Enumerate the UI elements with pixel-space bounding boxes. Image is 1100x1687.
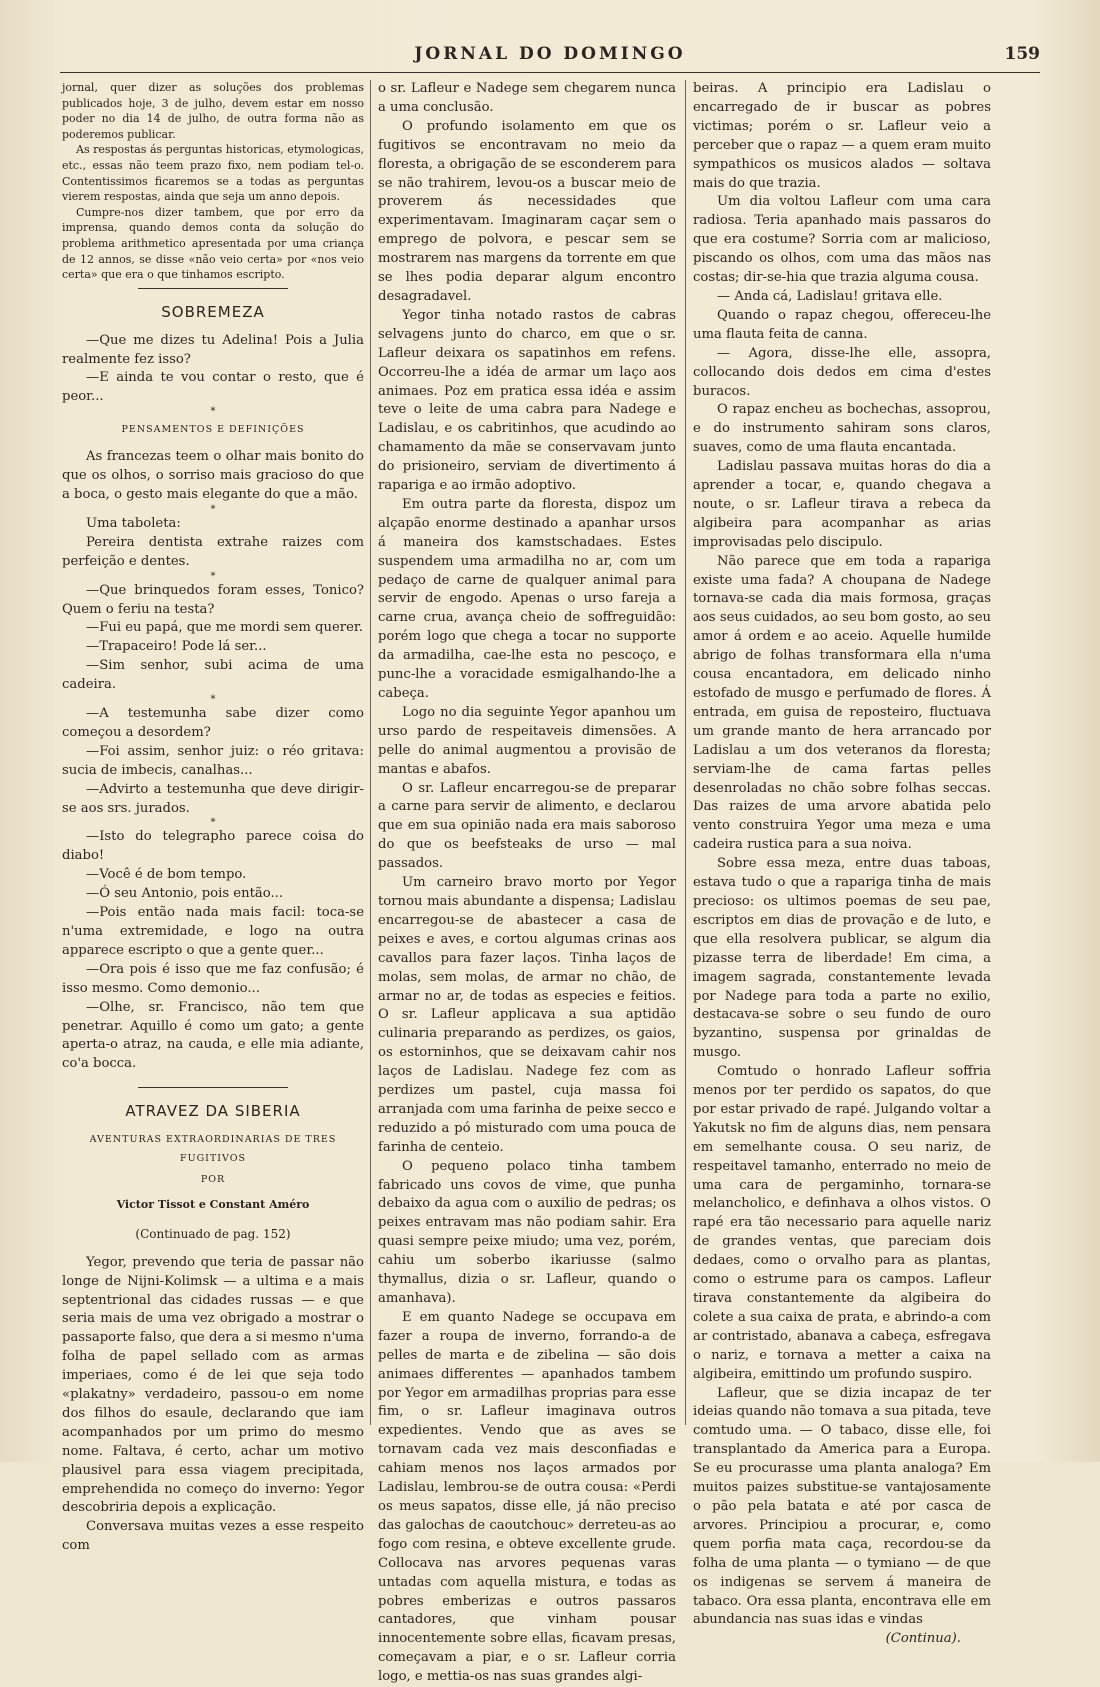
story-paragraph: O sr. Lafleur encarregou-se de preparar a carne para servir de alimento, e declarou que em sua opinião nada era mais saboroso do que os beefsteaks de urso — mal passados. xyxy=(378,780,676,872)
notice-paragraph: As respostas ás perguntas historicas, etymologicas, etc., essas não teem prazo fixo, nem podiam tel-o. Contentissimos ficaremos se a todas as perguntas vierem respostas, ainda que seja um anno depois. xyxy=(62,143,364,204)
page-number: 159 xyxy=(1004,44,1040,64)
joke-line: —Sim senhor, subi acima de uma cadeira. xyxy=(62,658,364,693)
story-paragraph: Yegor, prevendo que teria de passar não longe de Nijni-Kolimsk — a ultima e a mais septentrional das cidades russas — e que seria mais de uma vez obrigado a mostrar o passaporte falso, que dera a si mesmo n'uma folha de papel sellado com as armas imperiaes, como é de lei que seja todo «plakatny» verdadeiro, passou-o em nome dos filhos do esaule, declarando que iam acompanhados por um primo do mesmo nome. Faltava, é certo, achar um motivo plausivel para essa viagem precipitada, emprehendida no começo do inverno: Yegor descobriria depois a explicação. xyxy=(62,1254,364,1516)
story-paragraph: Ladislau passava muitas horas do dia a aprender a tocar, e, quando chegava a noute, o sr. Lafleur tirava a rebeca da algibeira para acompanhar as arias improvisadas pelo discipulo. xyxy=(693,459,991,550)
sobremeza-title: SOBREMEZA xyxy=(161,302,265,321)
column-divider-1 xyxy=(370,80,371,1425)
story-paragraph: O pequeno polaco tinha tambem fabricado uns covos de vime, que punha debaixo da agua com o auxilio de pedras; os peixes entravam mas não podiam sahir. Era quasi sempre peixe miudo; uma vez, porém, cahiu um soberbo ikariusse (salmo thymallus, dizia o sr. Lafleur, quando o amanhava). xyxy=(378,1158,676,1306)
story-paragraph: Em outra parte da floresta, dispoz um alçapão enorme destinado a apanhar ursos á maneira dos kamstschadaes. Estes suspendem uma armadilha no ar, com um pedaço de carne de qualquer animal para servir de engodo. Apenas o urso fareja a carne crua, avança cheio de soffreguidão: porém logo que chega a tocar no supporte da armadilha, cae-lhe esta no pescoço, e punc-lhe a voracidade esmigalhando-lhe a cabeça. xyxy=(378,496,676,701)
joke-line: —Olhe, sr. Francisco, não tem que penetrar. Aquillo é como um gato; a gente aperta-o atraz, na cauda, e elle mia adiante, co'a bocca. xyxy=(62,999,364,1072)
joke-line: —Foi assim, senhor juiz: o réo gritava: sucia de imbecis, canalhas... xyxy=(62,743,364,778)
story-paragraph: o sr. Lafleur e Nadege sem chegarem nunca a uma conclusão. xyxy=(378,81,676,115)
pensamentos-heading: PENSAMENTOS E DEFINIÇÕES xyxy=(121,424,305,436)
joke-line: —E ainda te vou contar o resto, que é peor... xyxy=(62,370,364,405)
joke-line: Pereira dentista extrahe raizes com perfeição e dentes. xyxy=(62,534,364,569)
joke-line: —Trapaceiro! Pode lá ser... xyxy=(86,639,267,655)
story-paragraph: Yegor tinha notado rastos de cabras selvagens junto do charco, em que o sr. Lafleur deixara os sapatinhos em refens. Occorreu-lhe a idéa de armar um laço aos animaes. Poz em pratica essa idéa e assim teve o leite de uma cabra para Nadege e Ladislau, e os cabritinhos, que acudindo ao chamamento da mãe se conservavam junto do prisioneiro, serviam de divertimento á rapariga e ao irmão adoptivo. xyxy=(378,307,676,494)
joke-line: —Pois então nada mais facil: toca-se n'uma extremidade, e logo na outra apparece escripto o que a gente quer... xyxy=(62,905,364,958)
joke-line: —A testemunha sabe dizer como começou a desordem? xyxy=(62,706,364,740)
story-paragraph: E em quanto Nadege se occupava em fazer a roupa de inverno, forrando-a de pelles de marta e de zibelina — são dois animaes differentes — apanhados tambem por Yegor em armadilhas proprias para esse fim, o sr. Lafleur imaginava outros expedientes. Vendo que as aves se tornavam cada vez mais desconfiadas e cahiam menos nos laços armados por Ladislau, lembrou-se de outra cousa: «Perdi os meus sapatos, disse elle, já não preciso das galochas de caoutchouc» derreteu-as ao fogo com resina, e obteve excellente grude. Collocava nas arvores pequenas varas untadas com aquella mistura, e todas as pobres emberizas e outros passaros cantadores, que vinham pousar innocentemente sobre ellas, ficavam presas, começavam a piar, e o sr. Lafleur corria logo, e mettia-os nas suas grandes algi- xyxy=(378,1309,676,1685)
notice-paragraph: jornal, quer dizer as soluções dos problemas publicados hoje, 3 de julho, devem estar em nosso poder no dia 14 de julho, de outra forma não as poderemos publicar. xyxy=(62,81,364,141)
section-separator xyxy=(138,1087,288,1088)
story-paragraph: — Agora, disse-lhe elle, assopra, collocando dois dedos em cima d'estes buracos. xyxy=(693,345,991,399)
joke-line: —Você é de bom tempo. xyxy=(86,867,247,883)
journal-title: JORNAL DO DOMINGO xyxy=(414,44,686,64)
joke-line: —Que me dizes tu Adelina! Pois a Julia realmente fez isso? xyxy=(62,332,364,367)
joke-line: —Isto do telegrapho parece coisa do diabo! xyxy=(62,829,364,864)
story-paragraph: O profundo isolamento em que os fugitivos se encontravam no meio da floresta, a obrigação de se esconderem para se não trahirem, levou-os a buscar meio de proverem ás necessidades que experimentavam. Imaginaram caçar sem o emprego de polvora, e pescar sem se mostrarem nas margens da torrente em que se lhes podia deparar algum encontro desagradavel. xyxy=(378,118,676,304)
joke-line: —Ora pois é isso que me faz confusão; é isso mesmo. Como demonio... xyxy=(62,961,364,996)
story-paragraph: Não parece que em toda a rapariga existe uma fada? A choupana de Nadege tornava-se cada dia mais formosa, graças aos seus cuidados, ao seu bom gosto, ao seu amor á ordem e ao aceio. Aquelle humilde abrigo de folhas transformara ella n'uma cousa encantadora, em delicado ninho estofado de musgo e perfumado de flores. Á entrada, em guisa de reposteiro, fluctuava um grande manto de hera arrancado por Ladislau a um dos veteranos da floresta; serviam-lhe de cama fartas pelles desenroladas no chão sobre folhas seccas. Das raizes de uma arvore abatida pelo vento construira Yegor uma meza e uma cadeira rustica para a sua noiva. xyxy=(693,553,991,853)
story-paragraph: beiras. A principio era Ladislau o encarregado de ir buscar as pobres victimas; porém o sr. Lafleur veio a perceber que o rapaz — a quem eram muito sympathicos os musicos alados — soltava mais do que trazia. xyxy=(693,81,991,191)
joke-line: —Advirto a testemunha que deve dirigir-se aos srs. jurados. xyxy=(62,781,364,816)
joke-line: —Que brinquedos foram esses, Tonico? Quem o feriu na testa? xyxy=(62,582,364,617)
star-separator: * xyxy=(210,406,216,418)
story-paragraph: Comtudo o honrado Lafleur soffria menos por ter perdido os sapatos, do que por estar privado de rapé. Julgando voltar a Yakutsk no fim de alguns dias, nem pensara em semelhante cousa. O seu nariz, de respeitavel tamanho, enterrado no meio de uma cara de pergaminho, tornara-se melancholico, e definhava a olhos vistos. O rapé era tão necessario para aquelle nariz de grandes ventas, que pareciam dois dedaes, como o orvalho para as plantas, como o estrume para os campos. Lafleur tirava constantemente da algibeira do colete a sua caixa de prata, e abrindo-a com ar contristado, abanava a cabeça, esfregava o nariz, e tornava a metter a caixa na algibeira, emittindo um profundo suspiro. xyxy=(693,1064,991,1382)
masthead xyxy=(60,44,1040,70)
joke-line: —Fui eu papá, que me mordi sem querer. xyxy=(86,620,363,636)
column-1 xyxy=(62,80,364,1554)
column-3 xyxy=(693,80,991,1647)
siberia-title: ATRAVEZ DA SIBERIA xyxy=(125,1102,301,1121)
by-line: POR xyxy=(200,1173,226,1185)
story-paragraph: Quando o rapaz chegou, offereceu-lhe uma flauta feita de canna. xyxy=(693,307,991,342)
joke-line: —Ó seu Antonio, pois então... xyxy=(86,886,284,902)
story-paragraph: Logo no dia seguinte Yegor apanhou um urso pardo de respeitaveis dimensões. A pelle do animal augmentou a provisão de mantas e abafos. xyxy=(378,704,676,777)
notice-paragraph: Cumpre-nos dizer tambem, que por erro da imprensa, quando demos conta da solução do problema arithmetico apresentada por uma criança de 12 annos, se disse «não veio certa» por «nos veio certa» que era o que tinhamos escripto. xyxy=(62,205,364,282)
column-2 xyxy=(378,80,676,1685)
story-paragraph: Um carneiro bravo morto por Yegor tornou mais abundante a dispensa; Ladislau encarregou-se de abastecer a casa de peixes e aves, e cortou algumas crinas aos cavallos para fazer laços. Tinha laços de molas, sem molas, de armar no chão, de armar no ar, de todas as especies e feitios. O sr. Lafleur applicava a sua aptidão culinaria preparando as perdizes, os gaios, os estorninhos, que se deixavam cahir nos laços de Ladislau. Nadege fez com as perdizes um pastel, cuja massa foi arranjada com uma farinha de peixe secco e reduzido a pó misturado com uma pouca de farinha de centeio. xyxy=(378,875,676,1155)
star-separator: * xyxy=(210,570,216,582)
editorial-notice xyxy=(62,80,364,283)
star-separator: * xyxy=(210,503,216,515)
continued-from: (Continuado de pag. 152) xyxy=(135,1226,291,1241)
story-paragraph: Lafleur, que se dizia incapaz de ter ideias quando não tomava a sua pitada, teve comtudo uma. — O tabaco, disse elle, foi transplantado da America para a Europa. Se eu procurasse uma planta analoga? Em muitos paizes substitue-se vantajosamente o pão pela batata e até por casca de arvores. Principiou a procurar, e, como quem porfia mata caça, recordou-se da folha de uma planta — o tymiano — de que os indigenas se servem á maneira de tabaco. Ora essa planta, encontrava elle em abundancia nas suas idas e vindas xyxy=(693,1385,991,1628)
section-separator xyxy=(138,288,288,289)
joke-line: Uma taboleta: xyxy=(86,515,181,531)
story-paragraph: O rapaz encheu as bochechas, assoprou, e do instrumento sahiram sons claros, suaves, como de uma flauta encantada. xyxy=(693,402,991,456)
story-paragraph: Um dia voltou Lafleur com uma cara radiosa. Teria apanhado mais passaros do que era costume? Sorria com ar malicioso, piscando os olhos, com uma das mãos nas costas; dir-se-hia que trazia alguma cousa. xyxy=(693,194,991,286)
story-paragraph: — Anda cá, Ladislau! gritava elle. xyxy=(717,288,943,304)
story-paragraph: Sobre essa meza, entre duas taboas, estava tudo o que a rapariga tinha de mais precioso: os ultimos poemas de seu pae, escriptos em dias de provação e de luto, e que ella resolvera publicar, se algum dia pizasse terra de liberdade! Em cima, a imagem sagrada, constantemente levada por Nadege para toda a parte no exilio, destacava-se sobre o seu fundo de ouro byzantino, suspensa por grinaldas de musgo. xyxy=(693,856,991,1061)
to-be-continued: (Continua). xyxy=(885,1631,961,1647)
siberia-subtitle: AVENTURAS EXTRAORDINARIAS DE TRES FUGITIVOS xyxy=(89,1134,337,1165)
authors: Victor Tissot e Constant Améro xyxy=(116,1197,310,1211)
joke-line: As francezas teem o olhar mais bonito do que os olhos, o sorriso mais gracioso do que a boca, o gesto mais elegante do que a mão. xyxy=(62,449,364,502)
star-separator: * xyxy=(210,694,216,706)
column-divider-2 xyxy=(685,80,686,1425)
header-rule xyxy=(60,72,1040,73)
star-separator: * xyxy=(210,817,216,829)
story-paragraph: Conversava muitas vezes a esse respeito com xyxy=(62,1519,364,1554)
